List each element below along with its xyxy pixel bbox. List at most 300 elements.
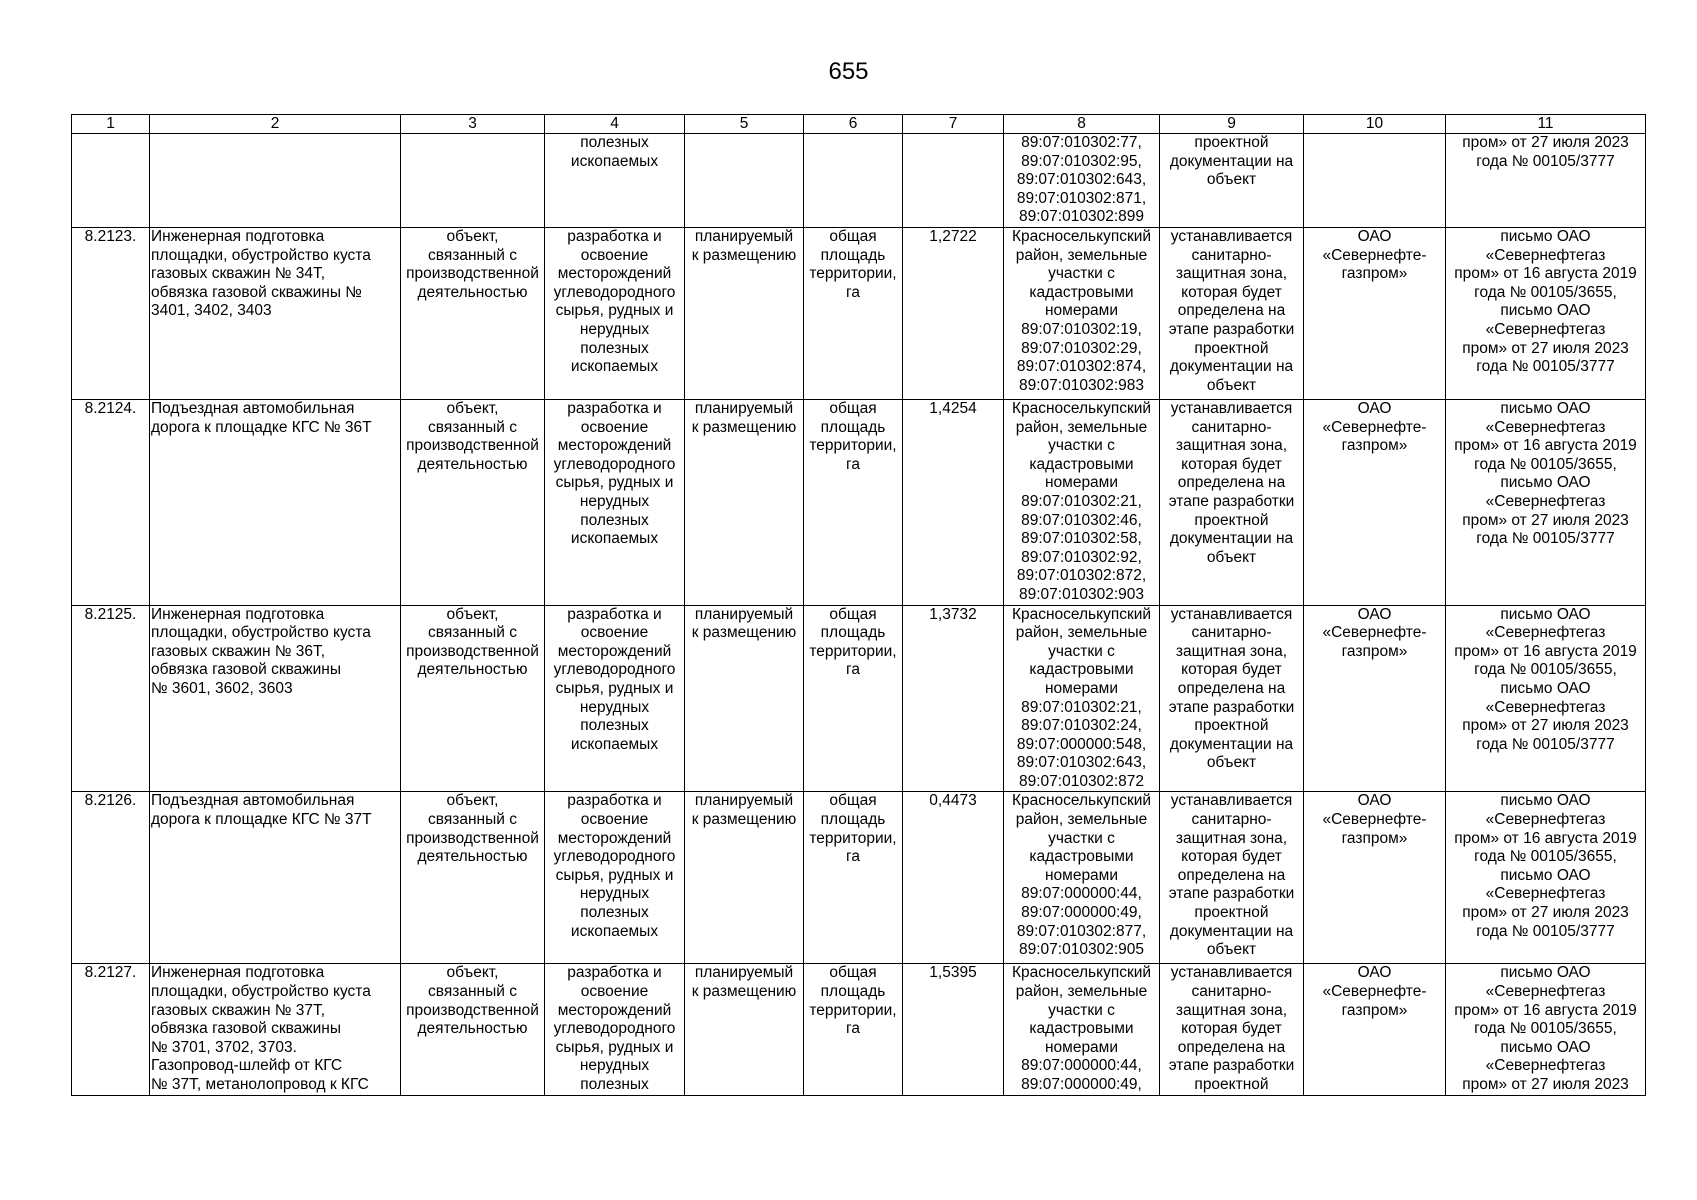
cell-number (72, 134, 150, 228)
cell-line: номерами (1044, 1038, 1118, 1056)
cell-line: № 37Т, метанолопровод к КГС (151, 1076, 369, 1094)
cell-line: объект, (446, 400, 499, 417)
cell-number: 8.2127. (72, 964, 150, 1095)
cell-line: санитарно- (1191, 624, 1272, 642)
cell-line: письмо ОАО (1500, 400, 1591, 417)
cell-line: определена на (1177, 679, 1286, 697)
cell-line: планируемый (694, 228, 794, 245)
header-row (72, 115, 1646, 134)
cell-line: «Севернефтегаз (1485, 885, 1606, 903)
cell-line: «Севернефтегаз (1485, 320, 1606, 338)
cell-line: этапе разработки (1168, 492, 1295, 510)
cell-line: года № 00105/3655, (1474, 661, 1617, 679)
cell-line: определена на (1177, 474, 1286, 492)
cell-line: 89:07:010302:872 (1019, 772, 1144, 790)
cell-line: «Севернефтегаз (1485, 1057, 1606, 1075)
column-header: 8 (1004, 115, 1160, 134)
cell-line: № 3701, 3702, 3703. (151, 1038, 297, 1056)
cell-location (1004, 792, 1160, 964)
cell-object-type (401, 605, 545, 792)
cell-line: проектной (1194, 511, 1269, 529)
cell-line: письмо ОАО (1500, 679, 1591, 697)
cell-line: освоение (580, 246, 649, 264)
cell-line: «Севернефтегаз (1485, 811, 1606, 829)
cell-line: ископаемых (570, 922, 659, 940)
cell-line: пром» от 27 июля 2023 (1462, 134, 1629, 151)
cell-purpose (545, 228, 685, 400)
cell-line: дорога к площадке КГС № 37Т (151, 811, 372, 829)
cell-line: пром» от 16 августа 2019 (1454, 437, 1637, 455)
cell-line: года № 00105/3777 (1476, 735, 1615, 753)
cell-line: территории, (809, 829, 897, 847)
cell-line: этапе разработки (1168, 320, 1295, 338)
cell-characteristic (804, 605, 903, 792)
cell-purpose (545, 400, 685, 606)
cell-line: га (846, 661, 860, 679)
cell-line: общая (829, 605, 877, 623)
cell-line: к размещению (691, 983, 797, 1001)
cell-object-name (150, 964, 401, 1095)
cell-line: производственной (406, 642, 539, 660)
column-header: 9 (1160, 115, 1304, 134)
cell-line: защитная зона, (1175, 1001, 1288, 1019)
cell-line: пром» от 27 июля 2023 (1462, 717, 1629, 735)
table-row (72, 400, 1646, 606)
cell-line: Красноселькупский (1011, 792, 1152, 810)
cell-line: деятельностью (417, 661, 528, 679)
cell-line: общая (829, 400, 877, 417)
cell-line: «Севернефте- (1322, 246, 1427, 264)
cell-line: площадки, обустройство куста (151, 983, 371, 1001)
cell-status (685, 400, 804, 606)
table-body (72, 134, 1646, 1096)
cell-line: нерудных (579, 698, 650, 716)
cell-line: ОАО (1357, 400, 1392, 417)
cell-number: 8.2123. (72, 228, 150, 400)
cell-line: общая (829, 228, 877, 245)
cell-location (1004, 605, 1160, 792)
cell-line: ископаемых (570, 358, 659, 376)
cell-line: обвязка газовой скважины № (151, 283, 362, 301)
cell-line: года № 00105/3655, (1474, 455, 1617, 473)
cell-line: га (846, 283, 860, 301)
cell-line: ОАО (1357, 605, 1392, 623)
cell-line: документации на (1169, 735, 1294, 753)
cell-characteristic (804, 400, 903, 606)
cell-line: 89:07:010302:903 (1019, 585, 1144, 603)
cell-line: связанный с (428, 811, 517, 829)
cell-line: площадь (820, 418, 886, 436)
cell-line: ОАО (1357, 964, 1392, 982)
cell-line: пром» от 27 июля 2023 (1462, 511, 1629, 529)
cell-line: ископаемых (570, 735, 659, 753)
cell-line: деятельностью (417, 455, 528, 473)
cell-line: 89:07:010302:899 (1019, 208, 1144, 226)
cell-line: Подъездная автомобильная (151, 792, 355, 810)
cell-line: «Севернефтегаз (1485, 418, 1606, 436)
cell-line: район, земельные (1015, 418, 1148, 436)
cell-owner (1304, 605, 1446, 792)
cell-line: объект (1206, 171, 1257, 189)
cell-line: 89:07:010302:29, (1021, 339, 1142, 357)
cell-line: сырья, рудных и (555, 866, 674, 884)
cell-line: 89:07:010302:874, (1016, 358, 1147, 376)
table-row (72, 792, 1646, 964)
cell-line: 89:07:010302:905 (1019, 941, 1144, 959)
cell-line: года № 00105/3777 (1476, 358, 1615, 376)
cell-line: письмо ОАО (1500, 302, 1591, 320)
cell-line: производственной (406, 265, 539, 283)
cell-line: обвязка газовой скважины (151, 1020, 342, 1038)
cell-line: объект (1206, 376, 1257, 394)
cell-line: письмо ОАО (1500, 964, 1591, 982)
cell-line: нерудных (579, 885, 650, 903)
cell-basis (1446, 400, 1646, 606)
cell-characteristic (804, 134, 903, 228)
cell-line: район, земельные (1015, 811, 1148, 829)
cell-line: полезных (580, 134, 649, 151)
cell-line: 89:07:010302:983 (1019, 376, 1144, 394)
cell-number: 8.2124. (72, 400, 150, 606)
cell-line: пром» от 27 июля 2023 (1462, 1076, 1629, 1094)
cell-line: освоение (580, 418, 649, 436)
cell-line: 89:07:000000:49, (1021, 1076, 1142, 1094)
cell-line: защитная зона, (1175, 265, 1288, 283)
cell-line: кадастровыми (1029, 661, 1134, 679)
cell-line: газпром» (1341, 437, 1408, 455)
cell-line: этапе разработки (1168, 698, 1295, 716)
cell-line: защитная зона, (1175, 642, 1288, 660)
cell-line: площадь (820, 811, 886, 829)
column-header: 10 (1304, 115, 1446, 134)
cell-line: месторождений (557, 829, 672, 847)
cell-line: освоение (580, 983, 649, 1001)
cell-line: проектной (1194, 134, 1269, 151)
cell-line: объект (1206, 941, 1257, 959)
cell-line: Подъездная автомобильная (151, 400, 355, 417)
cell-line: участки с (1048, 829, 1115, 847)
cell-line: месторождений (557, 1001, 672, 1019)
cell-line: «Севернефте- (1322, 624, 1427, 642)
table-row (72, 228, 1646, 400)
cell-line: этапе разработки (1168, 885, 1295, 903)
cell-line: углеводородного (553, 455, 676, 473)
cell-value (903, 134, 1004, 228)
cell-object-type (401, 792, 545, 964)
cell-line: защитная зона, (1175, 829, 1288, 847)
cell-line: нерудных (579, 1057, 650, 1075)
cell-line: которая будет (1181, 661, 1282, 679)
cell-line: Красноселькупский (1011, 605, 1152, 623)
cell-line: площадки, обустройство куста (151, 624, 371, 642)
cell-line: га (846, 1020, 860, 1038)
cell-line: к размещению (691, 624, 797, 642)
cell-zone (1160, 964, 1304, 1095)
cell-line: газпром» (1341, 829, 1408, 847)
cell-purpose (545, 134, 685, 228)
cell-line: Красноселькупский (1011, 400, 1152, 417)
cell-line: Инженерная подготовка (151, 605, 325, 623)
cell-line: обвязка газовой скважины (151, 661, 342, 679)
cell-line: «Севернефтегаз (1485, 983, 1606, 1001)
cell-line: № 3601, 3602, 3603 (151, 679, 293, 697)
cell-line: деятельностью (417, 848, 528, 866)
cell-line: сырья, рудных и (555, 474, 674, 492)
cell-line: планируемый (694, 400, 794, 417)
cell-line: ископаемых (570, 152, 659, 170)
cell-line: территории, (809, 1001, 897, 1019)
cell-line: общая (829, 792, 877, 810)
cell-line: разработка и (567, 400, 662, 417)
cell-line: письмо ОАО (1500, 792, 1591, 810)
cell-line: определена на (1177, 1038, 1286, 1056)
cell-line: 89:07:000000:548, (1016, 735, 1147, 753)
cell-line: сырья, рудных и (555, 679, 674, 697)
cell-line: ОАО (1357, 792, 1392, 810)
cell-line: устанавливается (1170, 605, 1293, 623)
table-row (72, 134, 1646, 228)
cell-line: 89:07:010302:872, (1016, 567, 1147, 585)
cell-line: углеводородного (553, 1020, 676, 1038)
cell-line: устанавливается (1170, 400, 1293, 417)
cell-value: 1,4254 (903, 400, 1004, 606)
cell-line: к размещению (691, 246, 797, 264)
cell-purpose (545, 605, 685, 792)
cell-line: объект (1206, 754, 1257, 772)
cell-line: газпром» (1341, 265, 1408, 283)
cell-line: «Севернефте- (1322, 418, 1427, 436)
cell-zone (1160, 605, 1304, 792)
cell-line: санитарно- (1191, 983, 1272, 1001)
cell-line: сырья, рудных и (555, 1038, 674, 1056)
cell-line: разработка и (567, 605, 662, 623)
cell-object-type (401, 228, 545, 400)
cell-line: производственной (406, 437, 539, 455)
column-header: 3 (401, 115, 545, 134)
cell-line: 89:07:010302:58, (1021, 530, 1142, 548)
cell-line: 89:07:010302:19, (1021, 320, 1142, 338)
cell-line: 89:07:000000:44, (1021, 1057, 1142, 1075)
cell-line: связанный с (428, 246, 517, 264)
objects-table (71, 114, 1646, 1096)
cell-line: 89:07:010302:21, (1021, 492, 1142, 510)
cell-object-name (150, 228, 401, 400)
cell-line: планируемый (694, 964, 794, 982)
cell-line: планируемый (694, 605, 794, 623)
cell-line: 89:07:010302:95, (1021, 152, 1142, 170)
cell-line: 89:07:000000:44, (1021, 885, 1142, 903)
cell-value: 1,3732 (903, 605, 1004, 792)
cell-basis (1446, 605, 1646, 792)
page-number: 655 (828, 58, 869, 85)
cell-purpose (545, 964, 685, 1095)
cell-line: которая будет (1181, 455, 1282, 473)
cell-line: территории, (809, 437, 897, 455)
cell-line: дорога к площадке КГС № 36Т (151, 418, 372, 436)
cell-line: объект, (446, 792, 499, 810)
cell-line: проектной (1194, 717, 1269, 735)
cell-line: 3401, 3402, 3403 (151, 302, 272, 320)
cell-characteristic (804, 228, 903, 400)
cell-line: определена на (1177, 302, 1286, 320)
cell-line: полезных (580, 1076, 649, 1094)
cell-characteristic (804, 792, 903, 964)
cell-line: общая (829, 964, 877, 982)
cell-line: объект, (446, 605, 499, 623)
cell-location (1004, 964, 1160, 1095)
cell-line: связанный с (428, 983, 517, 1001)
cell-line: га (846, 848, 860, 866)
cell-line: письмо ОАО (1500, 605, 1591, 623)
cell-basis (1446, 792, 1646, 964)
cell-line: район, земельные (1015, 983, 1148, 1001)
cell-basis (1446, 228, 1646, 400)
cell-line: Газопровод-шлейф от КГС (151, 1057, 343, 1075)
cell-status (685, 605, 804, 792)
cell-zone (1160, 134, 1304, 228)
cell-line: освоение (580, 811, 649, 829)
cell-line: ископаемых (570, 530, 659, 548)
cell-value: 1,2722 (903, 228, 1004, 400)
cell-line: года № 00105/3655, (1474, 283, 1617, 301)
cell-status (685, 134, 804, 228)
cell-line: углеводородного (553, 661, 676, 679)
cell-line: номерами (1044, 302, 1118, 320)
cell-owner (1304, 134, 1446, 228)
cell-line: район, земельные (1015, 624, 1148, 642)
cell-line: года № 00105/3777 (1476, 922, 1615, 940)
cell-value: 0,4473 (903, 792, 1004, 964)
cell-line: ОАО (1357, 228, 1392, 245)
cell-line: проектной (1194, 339, 1269, 357)
cell-line: «Севернефтегаз (1485, 624, 1606, 642)
cell-line: га (846, 455, 860, 473)
cell-line: письмо ОАО (1500, 866, 1591, 884)
cell-object-name (150, 792, 401, 964)
cell-purpose (545, 792, 685, 964)
cell-line: полезных (580, 511, 649, 529)
cell-line: 89:07:000000:49, (1021, 904, 1142, 922)
table-row (72, 605, 1646, 792)
cell-owner (1304, 228, 1446, 400)
cell-line: Красноселькупский (1011, 964, 1152, 982)
cell-line: года № 00105/3777 (1476, 530, 1615, 548)
cell-line: площадки, обустройство куста (151, 246, 371, 264)
cell-line: санитарно- (1191, 811, 1272, 829)
cell-line: углеводородного (553, 848, 676, 866)
cell-line: Красноселькупский (1011, 228, 1152, 245)
cell-line: газпром» (1341, 1001, 1408, 1019)
column-header: 11 (1446, 115, 1646, 134)
cell-owner (1304, 792, 1446, 964)
column-header: 6 (804, 115, 903, 134)
cell-line: производственной (406, 829, 539, 847)
cell-line: защитная зона, (1175, 437, 1288, 455)
cell-line: Инженерная подготовка (151, 228, 325, 245)
cell-line: номерами (1044, 866, 1118, 884)
cell-line: район, земельные (1015, 246, 1148, 264)
cell-line: письмо ОАО (1500, 1038, 1591, 1056)
cell-zone (1160, 228, 1304, 400)
cell-line: газовых скважин № 34Т, (151, 265, 326, 283)
cell-line: площадь (820, 983, 886, 1001)
cell-line: полезных (580, 339, 649, 357)
cell-line: проектной (1194, 904, 1269, 922)
cell-line: разработка и (567, 228, 662, 245)
cell-line: деятельностью (417, 1020, 528, 1038)
cell-line: документации на (1169, 530, 1294, 548)
cell-line: номерами (1044, 474, 1118, 492)
cell-line: месторождений (557, 642, 672, 660)
cell-line: 89:07:010302:21, (1021, 698, 1142, 716)
cell-line: письмо ОАО (1500, 474, 1591, 492)
cell-owner (1304, 964, 1446, 1095)
cell-line: которая будет (1181, 1020, 1282, 1038)
cell-status (685, 228, 804, 400)
cell-line: санитарно- (1191, 418, 1272, 436)
cell-line: 89:07:010302:46, (1021, 511, 1142, 529)
cell-line: участки с (1048, 265, 1115, 283)
cell-line: документации на (1169, 922, 1294, 940)
cell-line: устанавливается (1170, 792, 1293, 810)
cell-line: участки с (1048, 437, 1115, 455)
cell-line: газовых скважин № 36Т, (151, 642, 326, 660)
cell-line: месторождений (557, 265, 672, 283)
cell-line: к размещению (691, 811, 797, 829)
cell-line: кадастровыми (1029, 455, 1134, 473)
cell-line: санитарно- (1191, 246, 1272, 264)
column-header: 2 (150, 115, 401, 134)
cell-line: сырья, рудных и (555, 302, 674, 320)
cell-line: деятельностью (417, 283, 528, 301)
cell-line: «Севернефте- (1322, 811, 1427, 829)
cell-line: 89:07:010302:77, (1021, 134, 1142, 151)
cell-line: планируемый (694, 792, 794, 810)
cell-line: разработка и (567, 964, 662, 982)
cell-line: площадь (820, 624, 886, 642)
cell-line: 89:07:010302:92, (1021, 548, 1142, 566)
cell-status (685, 792, 804, 964)
table-row (72, 964, 1646, 1095)
cell-line: 89:07:010302:871, (1016, 189, 1147, 207)
cell-line: полезных (580, 904, 649, 922)
cell-object-name (150, 134, 401, 228)
cell-location (1004, 400, 1160, 606)
cell-line: пром» от 16 августа 2019 (1454, 829, 1637, 847)
cell-line: производственной (406, 1001, 539, 1019)
cell-line: определена на (1177, 866, 1286, 884)
cell-line: кадастровыми (1029, 1020, 1134, 1038)
cell-line: года № 00105/3655, (1474, 1020, 1617, 1038)
cell-line: документации на (1169, 358, 1294, 376)
cell-line: объект, (446, 964, 499, 982)
cell-line: площадь (820, 246, 886, 264)
cell-line: года № 00105/3655, (1474, 848, 1617, 866)
cell-line: 89:07:010302:877, (1016, 922, 1147, 940)
cell-line: пром» от 16 августа 2019 (1454, 265, 1637, 283)
cell-line: этапе разработки (1168, 1057, 1295, 1075)
cell-line: связанный с (428, 624, 517, 642)
cell-line: года № 00105/3777 (1476, 152, 1615, 170)
cell-object-name (150, 605, 401, 792)
cell-line: Инженерная подготовка (151, 964, 325, 982)
cell-basis (1446, 964, 1646, 1095)
cell-object-type (401, 400, 545, 606)
cell-line: устанавливается (1170, 228, 1293, 245)
cell-line: «Севернефтегаз (1485, 492, 1606, 510)
column-header: 1 (72, 115, 150, 134)
cell-line: документации на (1169, 152, 1294, 170)
